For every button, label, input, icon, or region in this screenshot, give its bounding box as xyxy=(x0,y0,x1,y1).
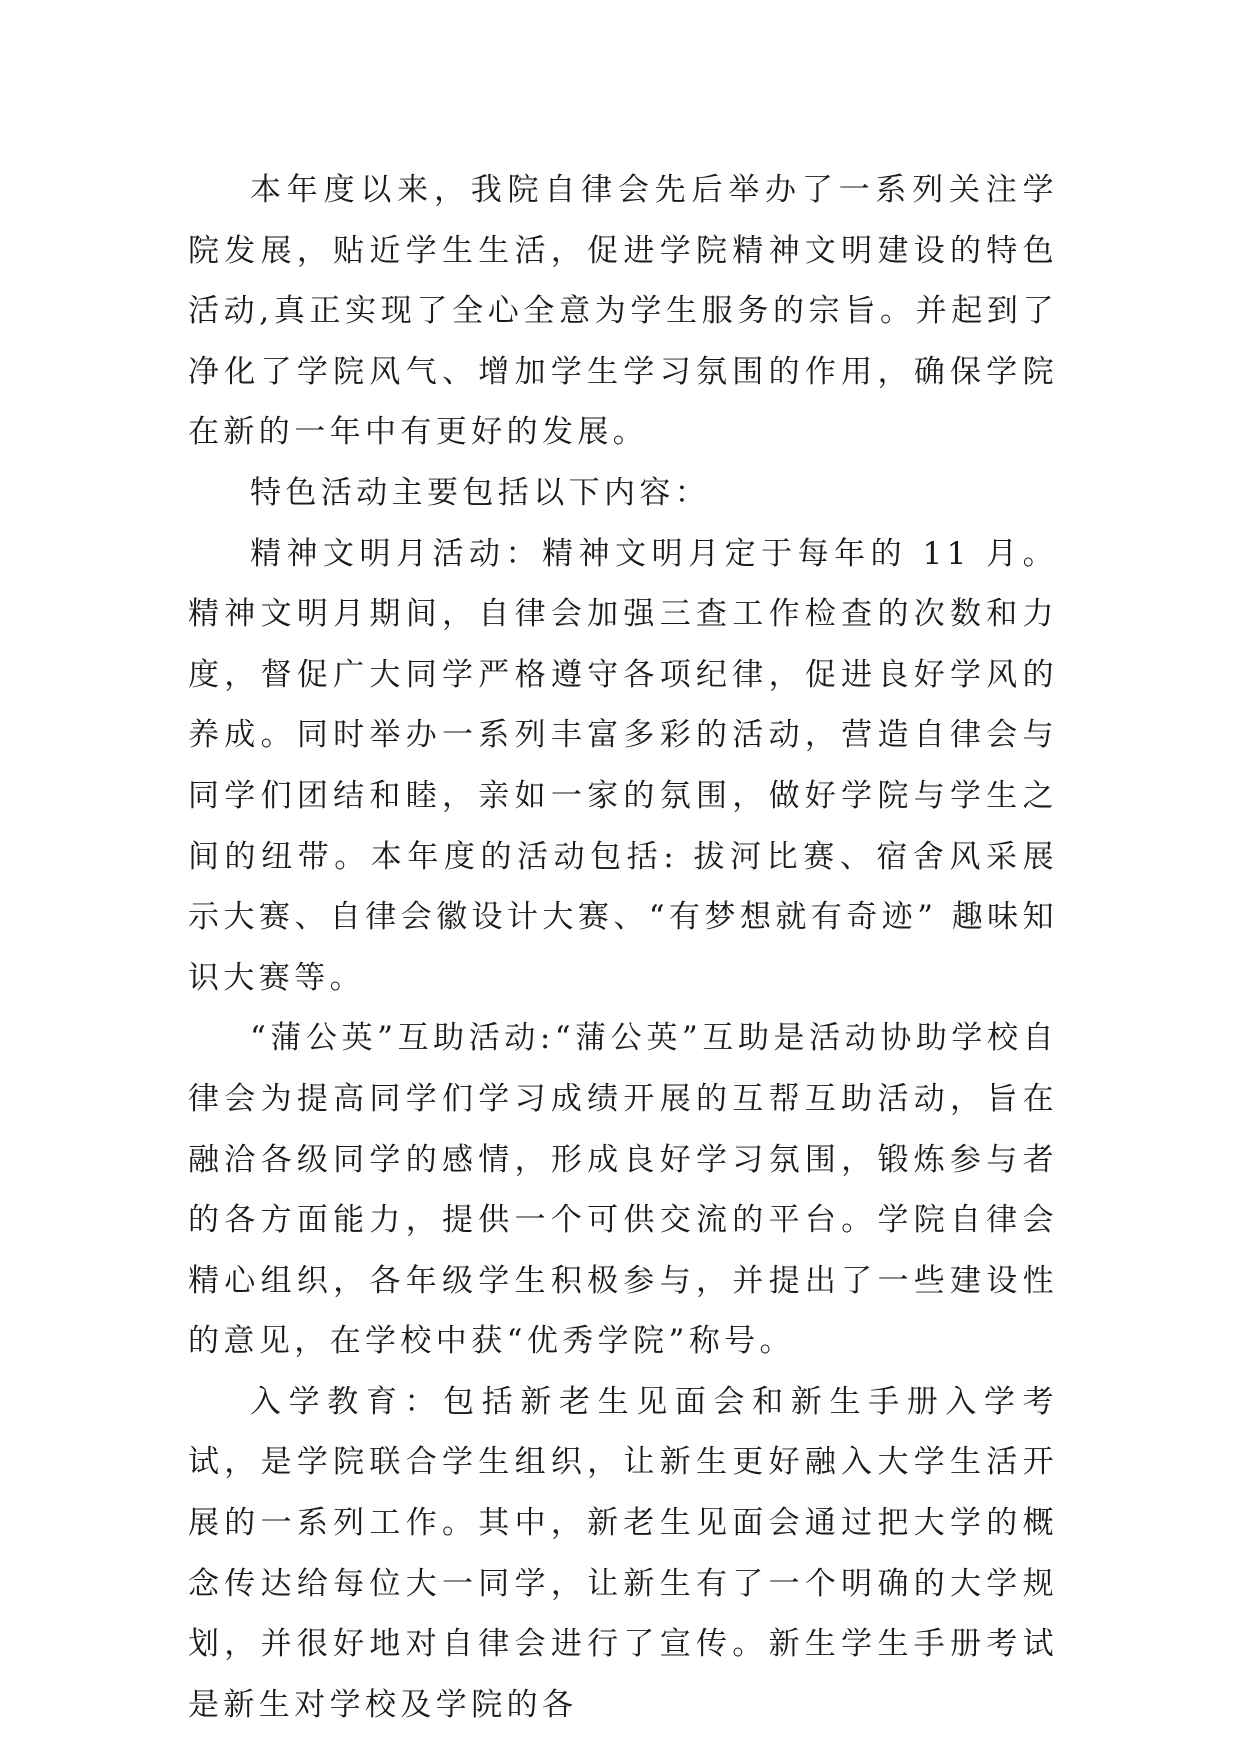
paragraph-intro: 本年度以来，我院自律会先后举办了一系列关注学院发展，贴近学生生活，促进学院精神文明建设的特色活动,真正实现了全心全意为学生服务的宗旨。并起到了净化了学院风气、增加学生学习氛围的作用，确保学院在新的一年中有更好的发展。 xyxy=(188,172,1058,451)
document-body xyxy=(188,160,1058,1735)
paragraph-enrollment-education: 入学教育：包括新老生见面会和新生手册入学考试，是学院联合学生组织，让新生更好融入大学生活开展的一系列工作。其中，新老生见面会通过把大学的概念传达给每位大一同学，让新生有了一个明确的大学规划，并很好地对自律会进行了宣传。新生学生手册考试是新生对学校及学院的各 xyxy=(188,1383,1058,1723)
paragraph-dandelion-mutual-aid: “蒲公英”互助活动:“蒲公英”互助是活动协助学校自律会为提高同学们学习成绩开展的互帮互助活动，旨在融洽各级同学的感情，形成良好学习氛围，锻炼参与者的各方面能力，提供一个可供交流的平台。学院自律会精心组织，各年级学生积极参与，并提出了一些建设性的意见，在学校中获“优秀学院”称号。 xyxy=(188,1020,1058,1360)
paragraph-activities-heading: 特色活动主要包括以下内容： xyxy=(250,474,711,511)
paragraph-civilization-month: 精神文明月活动：精神文明月定于每年的 11 月。精神文明月期间，自律会加强三查工作检查的次数和力度，督促广大同学严格遵守各项纪律，促进良好学风的养成。同时举办一系列丰富多彩的活动，营造自律会与同学们团结和睦，亲如一家的氛围，做好学院与学生之间的纽带。本年度的活动包括: 拔河比赛、宿舍风采展示大赛、自律会徽设计大赛、“有梦想就有奇迹” 趣味知识大赛等。 xyxy=(188,535,1058,996)
